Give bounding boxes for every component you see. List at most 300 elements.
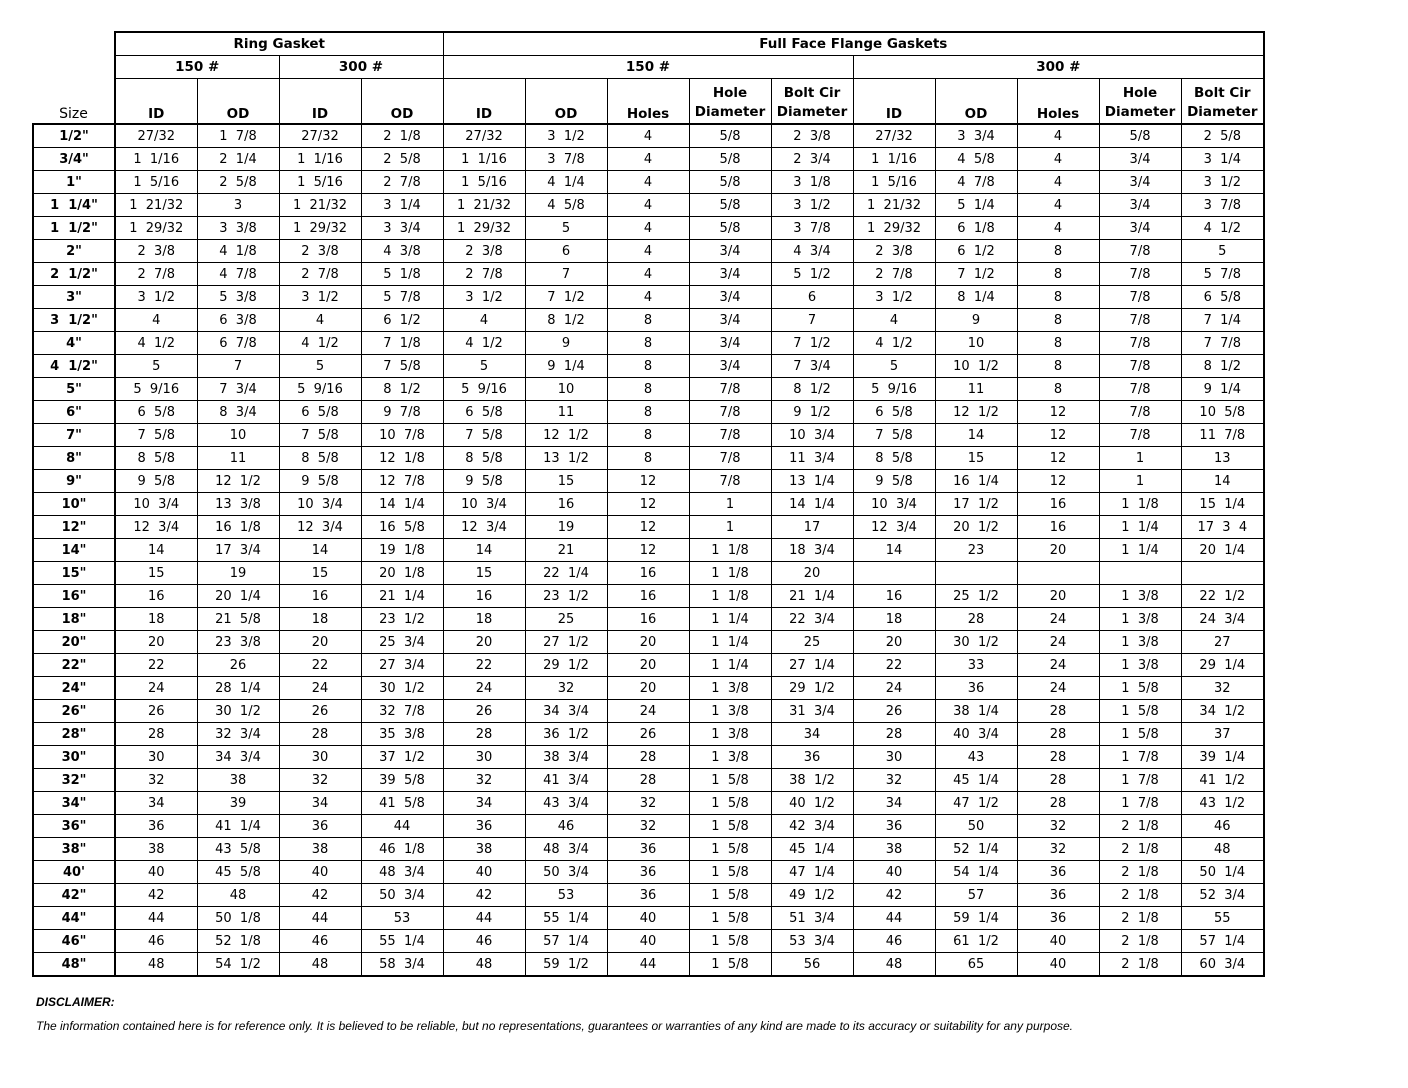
value-cell: 1 1/16 [853, 148, 935, 171]
value-cell: 17 [771, 516, 853, 539]
value-cell: 5 7/8 [1181, 263, 1264, 286]
value-cell: 7/8 [1099, 378, 1181, 401]
value-cell: 8 5/8 [443, 447, 525, 470]
value-cell: 21 [525, 539, 607, 562]
value-cell: 4 1/2 [279, 332, 361, 355]
col-header-holes: Holes [1017, 79, 1099, 125]
value-cell: 47 1/4 [771, 861, 853, 884]
table-row [33, 884, 1264, 907]
value-cell: 39 5/8 [361, 769, 443, 792]
value-cell: 44 [279, 907, 361, 930]
value-cell: 5 [1181, 240, 1264, 263]
value-cell: 8 [607, 378, 689, 401]
value-cell [1181, 562, 1264, 585]
value-cell: 20 1/4 [1181, 539, 1264, 562]
value-cell: 13 [1181, 447, 1264, 470]
value-cell: 27 1/2 [525, 631, 607, 654]
value-cell: 13 1/2 [525, 447, 607, 470]
value-cell: 20 [279, 631, 361, 654]
value-cell: 32 [1181, 677, 1264, 700]
table-row [33, 562, 1264, 585]
value-cell: 13 3/8 [197, 493, 279, 516]
value-cell: 12 [1017, 424, 1099, 447]
value-cell [1017, 562, 1099, 585]
value-cell: 4 [443, 309, 525, 332]
size-cell: 2 1/2" [33, 263, 115, 286]
value-cell: 3 1/2 [115, 286, 197, 309]
value-cell: 3/4 [1099, 171, 1181, 194]
value-cell: 2 1/8 [1099, 953, 1181, 977]
table-row [33, 217, 1264, 240]
size-cell: 3 1/2" [33, 309, 115, 332]
table-row [33, 907, 1264, 930]
value-cell: 15 [115, 562, 197, 585]
value-cell: 8 [607, 355, 689, 378]
table-row [33, 769, 1264, 792]
value-cell: 23 1/2 [525, 585, 607, 608]
table-row [33, 539, 1264, 562]
value-cell: 3/4 [689, 355, 771, 378]
value-cell: 50 3/4 [361, 884, 443, 907]
value-cell: 7/8 [689, 378, 771, 401]
value-cell: 4 [607, 217, 689, 240]
value-cell: 20 [607, 631, 689, 654]
value-cell: 3 1/4 [361, 194, 443, 217]
value-cell: 18 3/4 [771, 539, 853, 562]
value-cell: 20 [853, 631, 935, 654]
value-cell: 8 1/2 [1181, 355, 1264, 378]
value-cell: 8 [607, 332, 689, 355]
value-cell: 4 1/2 [443, 332, 525, 355]
disclaimer-text: The information contained here is for reference only. It is believed to be reliable, but no representations, guarantees or warranties of any kind are made to its accuracy or suitability for any purpose. [36, 1019, 1074, 1033]
value-cell: 36 [1017, 907, 1099, 930]
blank-corner [33, 32, 115, 56]
size-cell: 3/4" [33, 148, 115, 171]
value-cell: 50 1/4 [1181, 861, 1264, 884]
value-cell: 24 [1017, 654, 1099, 677]
value-cell: 48 [279, 953, 361, 977]
value-cell: 11 7/8 [1181, 424, 1264, 447]
value-cell: 5 9/16 [853, 378, 935, 401]
value-cell: 36 [1017, 861, 1099, 884]
value-cell: 5 9/16 [115, 378, 197, 401]
value-cell: 32 [443, 769, 525, 792]
size-cell: 34" [33, 792, 115, 815]
value-cell: 4 [607, 171, 689, 194]
value-cell: 32 [279, 769, 361, 792]
value-cell: 34 [279, 792, 361, 815]
value-cell: 28 [279, 723, 361, 746]
value-cell: 3 [197, 194, 279, 217]
value-cell: 9 [935, 309, 1017, 332]
table-row [33, 124, 1264, 148]
value-cell: 17 3 4 [1181, 516, 1264, 539]
value-cell: 46 [279, 930, 361, 953]
value-cell: 6 5/8 [115, 401, 197, 424]
value-cell: 10 3/4 [443, 493, 525, 516]
value-cell: 57 [935, 884, 1017, 907]
value-cell: 3 7/8 [1181, 194, 1264, 217]
value-cell: 7/8 [689, 401, 771, 424]
value-cell: 4 [1017, 124, 1099, 148]
value-cell: 10 3/4 [115, 493, 197, 516]
value-cell: 6 3/8 [197, 309, 279, 332]
value-cell: 12 3/4 [115, 516, 197, 539]
value-cell: 30 [279, 746, 361, 769]
value-cell: 22 3/4 [771, 608, 853, 631]
value-cell: 24 [1017, 631, 1099, 654]
value-cell: 43 [935, 746, 1017, 769]
value-cell: 2 3/8 [853, 240, 935, 263]
value-cell: 3/4 [1099, 148, 1181, 171]
value-cell: 7 5/8 [853, 424, 935, 447]
value-cell: 29 1/2 [525, 654, 607, 677]
col-header-od: OD [197, 79, 279, 125]
value-cell: 1 21/32 [853, 194, 935, 217]
value-cell: 22 [853, 654, 935, 677]
disclaimer-title: DISCLAIMER: [36, 995, 115, 1009]
value-cell: 14 [853, 539, 935, 562]
value-cell: 7/8 [1099, 263, 1181, 286]
value-cell: 40 1/2 [771, 792, 853, 815]
value-cell: 2 3/8 [443, 240, 525, 263]
value-cell: 1 3/8 [1099, 608, 1181, 631]
value-cell: 3 1/2 [771, 194, 853, 217]
value-cell: 46 [443, 930, 525, 953]
value-cell: 3 3/4 [935, 124, 1017, 148]
col-header-id: ID [853, 79, 935, 125]
value-cell: 28 [935, 608, 1017, 631]
value-cell: 1 [1099, 447, 1181, 470]
size-cell: 1 1/2" [33, 217, 115, 240]
value-cell: 3 1/2 [525, 124, 607, 148]
value-cell: 1 1/4 [1099, 539, 1181, 562]
value-cell: 45 1/4 [935, 769, 1017, 792]
value-cell: 6 [525, 240, 607, 263]
value-cell: 28 1/4 [197, 677, 279, 700]
value-cell: 6 [771, 286, 853, 309]
value-cell: 20 [1017, 539, 1099, 562]
value-cell: 3 7/8 [771, 217, 853, 240]
value-cell: 6 1/8 [935, 217, 1017, 240]
value-cell: 1 29/32 [853, 217, 935, 240]
value-cell: 16 1/8 [197, 516, 279, 539]
value-cell: 30 1/2 [361, 677, 443, 700]
value-cell: 1 5/8 [689, 930, 771, 953]
value-cell: 1 5/16 [853, 171, 935, 194]
value-cell: 38 [115, 838, 197, 861]
value-cell: 7 5/8 [443, 424, 525, 447]
value-cell: 3/4 [689, 309, 771, 332]
value-cell: 36 [115, 815, 197, 838]
size-cell: 7" [33, 424, 115, 447]
value-cell: 19 [197, 562, 279, 585]
value-cell: 8 5/8 [115, 447, 197, 470]
value-cell: 8 3/4 [197, 401, 279, 424]
size-cell: 20" [33, 631, 115, 654]
value-cell: 8 [1017, 263, 1099, 286]
value-cell: 12 1/2 [197, 470, 279, 493]
value-cell: 38 3/4 [525, 746, 607, 769]
value-cell: 20 [115, 631, 197, 654]
size-cell: 28" [33, 723, 115, 746]
value-cell: 4 [1017, 217, 1099, 240]
size-cell: 16" [33, 585, 115, 608]
value-cell: 1 7/8 [1099, 746, 1181, 769]
value-cell: 11 [525, 401, 607, 424]
value-cell: 19 1/8 [361, 539, 443, 562]
value-cell: 1 5/8 [689, 838, 771, 861]
value-cell: 12 [1017, 470, 1099, 493]
value-cell: 48 [853, 953, 935, 977]
value-cell: 26 [279, 700, 361, 723]
value-cell: 1 7/8 [1099, 792, 1181, 815]
value-cell: 5 9/16 [279, 378, 361, 401]
value-cell: 4 [853, 309, 935, 332]
value-cell: 28 [1017, 746, 1099, 769]
size-cell: 48" [33, 953, 115, 977]
value-cell: 4 [607, 148, 689, 171]
size-cell: 10" [33, 493, 115, 516]
value-cell: 42 [443, 884, 525, 907]
value-cell: 15 [525, 470, 607, 493]
table-row [33, 171, 1264, 194]
size-cell: 18" [33, 608, 115, 631]
value-cell: 16 [607, 562, 689, 585]
value-cell: 27/32 [115, 124, 197, 148]
value-cell: 12 [607, 470, 689, 493]
value-cell: 32 [1017, 838, 1099, 861]
value-cell: 4 5/8 [525, 194, 607, 217]
size-cell: 32" [33, 769, 115, 792]
size-cell: 1" [33, 171, 115, 194]
value-cell: 6 5/8 [853, 401, 935, 424]
value-cell: 24 [279, 677, 361, 700]
value-cell: 36 [771, 746, 853, 769]
value-cell: 6 5/8 [443, 401, 525, 424]
value-cell: 2 1/8 [1099, 861, 1181, 884]
size-cell: 4" [33, 332, 115, 355]
value-cell: 21 5/8 [197, 608, 279, 631]
value-cell: 1 5/8 [689, 907, 771, 930]
value-cell: 27 1/4 [771, 654, 853, 677]
value-cell: 10 5/8 [1181, 401, 1264, 424]
value-cell: 1 5/8 [689, 769, 771, 792]
value-cell: 9 5/8 [853, 470, 935, 493]
value-cell: 24 [1017, 677, 1099, 700]
value-cell: 43 1/2 [1181, 792, 1264, 815]
value-cell: 34 [115, 792, 197, 815]
value-cell: 5 1/2 [771, 263, 853, 286]
value-cell: 1 3/8 [1099, 654, 1181, 677]
value-cell: 4 1/2 [115, 332, 197, 355]
value-cell: 18 [115, 608, 197, 631]
value-cell: 1 [1099, 470, 1181, 493]
value-cell: 10 3/4 [771, 424, 853, 447]
value-cell: 46 [525, 815, 607, 838]
value-cell: 28 [1017, 769, 1099, 792]
value-cell: 38 [853, 838, 935, 861]
value-cell: 55 1/4 [525, 907, 607, 930]
size-cell: 6" [33, 401, 115, 424]
value-cell: 58 3/4 [361, 953, 443, 977]
value-cell: 40 [115, 861, 197, 884]
value-cell: 36 [1017, 884, 1099, 907]
value-cell: 22 [115, 654, 197, 677]
value-cell: 1 21/32 [443, 194, 525, 217]
value-cell: 25 [525, 608, 607, 631]
value-cell: 3/4 [1099, 217, 1181, 240]
value-cell: 44 [443, 907, 525, 930]
value-cell: 3 1/2 [1181, 171, 1264, 194]
disclaimer [36, 995, 1336, 1033]
ring-300-header: 300 # [279, 56, 443, 79]
value-cell: 9 5/8 [279, 470, 361, 493]
value-cell: 44 [607, 953, 689, 977]
value-cell: 12 [607, 539, 689, 562]
value-cell: 60 3/4 [1181, 953, 1264, 977]
value-cell: 53 [361, 907, 443, 930]
value-cell: 37 [1181, 723, 1264, 746]
blank-corner [33, 56, 115, 79]
value-cell: 7 1/2 [771, 332, 853, 355]
value-cell: 16 [115, 585, 197, 608]
value-cell: 7/8 [1099, 355, 1181, 378]
value-cell: 8 1/4 [935, 286, 1017, 309]
value-cell: 1 1/16 [443, 148, 525, 171]
value-cell: 4 1/4 [525, 171, 607, 194]
value-cell: 65 [935, 953, 1017, 977]
value-cell: 7 5/8 [279, 424, 361, 447]
value-cell: 47 1/2 [935, 792, 1017, 815]
value-cell: 40 [279, 861, 361, 884]
value-cell: 41 5/8 [361, 792, 443, 815]
value-cell: 22 1/4 [525, 562, 607, 585]
value-cell: 7/8 [689, 424, 771, 447]
value-cell: 48 [443, 953, 525, 977]
value-cell: 17 3/4 [197, 539, 279, 562]
value-cell: 1 29/32 [443, 217, 525, 240]
value-cell: 48 [197, 884, 279, 907]
value-cell: 7 1/8 [361, 332, 443, 355]
value-cell: 2 3/4 [771, 148, 853, 171]
value-cell: 2 7/8 [361, 171, 443, 194]
size-cell: 38" [33, 838, 115, 861]
table-row [33, 631, 1264, 654]
value-cell: 21 1/4 [361, 585, 443, 608]
value-cell: 59 1/4 [935, 907, 1017, 930]
value-cell: 53 [525, 884, 607, 907]
value-cell: 28 [443, 723, 525, 746]
value-cell: 1 5/8 [689, 953, 771, 977]
value-cell: 30 1/2 [935, 631, 1017, 654]
value-cell: 5 1/8 [361, 263, 443, 286]
value-cell: 34 [771, 723, 853, 746]
value-cell: 53 3/4 [771, 930, 853, 953]
table-row [33, 470, 1264, 493]
value-cell: 16 [853, 585, 935, 608]
value-cell: 50 1/8 [197, 907, 279, 930]
size-column-header: Size [33, 79, 115, 125]
value-cell: 29 1/2 [771, 677, 853, 700]
table-row [33, 861, 1264, 884]
value-cell: 4 [115, 309, 197, 332]
value-cell: 35 3/8 [361, 723, 443, 746]
value-cell: 5 [279, 355, 361, 378]
value-cell: 38 [443, 838, 525, 861]
value-cell: 28 [115, 723, 197, 746]
value-cell: 13 1/4 [771, 470, 853, 493]
col-header-holes: Holes [607, 79, 689, 125]
value-cell: 3/4 [689, 263, 771, 286]
table-row [33, 309, 1264, 332]
value-cell: 43 3/4 [525, 792, 607, 815]
value-cell: 1 7/8 [1099, 769, 1181, 792]
value-cell: 30 1/2 [197, 700, 279, 723]
table-row [33, 677, 1264, 700]
value-cell: 16 [607, 585, 689, 608]
value-cell: 12 1/8 [361, 447, 443, 470]
value-cell: 36 [853, 815, 935, 838]
value-cell: 32 [607, 792, 689, 815]
value-cell: 26 [607, 723, 689, 746]
full-300-header: 300 # [853, 56, 1264, 79]
value-cell: 28 [1017, 792, 1099, 815]
value-cell: 5 3/8 [197, 286, 279, 309]
size-cell: 40' [33, 861, 115, 884]
size-cell: 42" [33, 884, 115, 907]
value-cell: 61 1/2 [935, 930, 1017, 953]
value-cell: 3 1/2 [853, 286, 935, 309]
size-cell: 3" [33, 286, 115, 309]
value-cell: 7 [197, 355, 279, 378]
value-cell: 28 [853, 723, 935, 746]
value-cell: 57 1/4 [525, 930, 607, 953]
value-cell: 1 1/4 [689, 654, 771, 677]
value-cell: 25 [771, 631, 853, 654]
value-cell: 10 1/2 [935, 355, 1017, 378]
value-cell: 12 3/4 [443, 516, 525, 539]
value-cell: 16 5/8 [361, 516, 443, 539]
value-cell: 5 9/16 [443, 378, 525, 401]
col-header-diameter: Diameter [1099, 101, 1181, 124]
size-cell: 9" [33, 470, 115, 493]
value-cell: 36 [279, 815, 361, 838]
value-cell: 18 [279, 608, 361, 631]
value-cell: 3/4 [689, 332, 771, 355]
table-row [33, 516, 1264, 539]
value-cell: 1 5/8 [1099, 677, 1181, 700]
value-cell: 1 1/4 [689, 608, 771, 631]
value-cell: 2 7/8 [443, 263, 525, 286]
value-cell: 7/8 [1099, 286, 1181, 309]
value-cell: 44 [853, 907, 935, 930]
table-row [33, 723, 1264, 746]
value-cell: 50 3/4 [525, 861, 607, 884]
value-cell: 2 7/8 [853, 263, 935, 286]
value-cell: 42 [279, 884, 361, 907]
value-cell: 2 3/8 [771, 124, 853, 148]
value-cell: 8 [607, 309, 689, 332]
value-cell: 9 5/8 [443, 470, 525, 493]
value-cell: 7 3/4 [197, 378, 279, 401]
value-cell: 4 [1017, 148, 1099, 171]
value-cell: 23 1/2 [361, 608, 443, 631]
table-row [33, 953, 1264, 977]
value-cell: 41 1/2 [1181, 769, 1264, 792]
value-cell: 1 3/8 [689, 677, 771, 700]
value-cell: 26 [115, 700, 197, 723]
